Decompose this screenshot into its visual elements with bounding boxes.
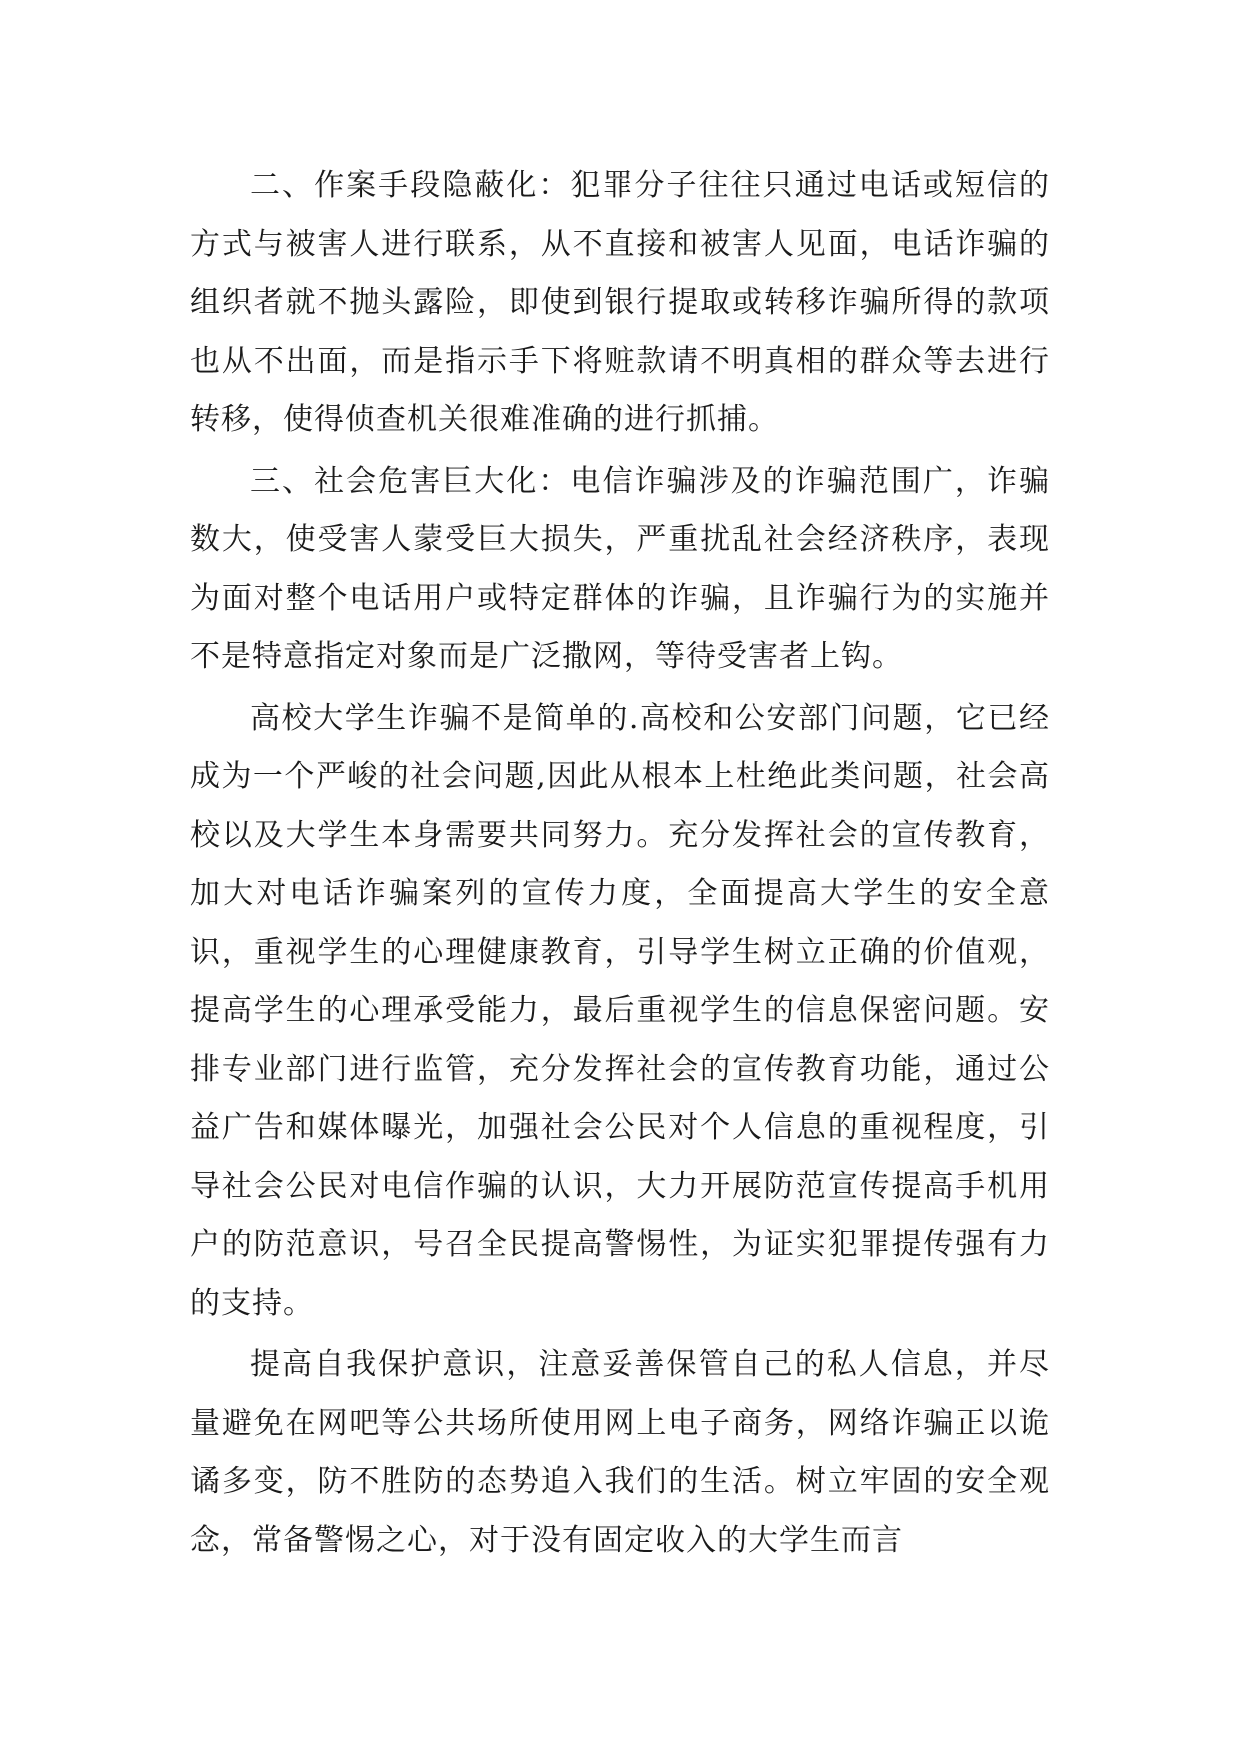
paragraph-social-harm: 三、社会危害巨大化：电信诈骗涉及的诈骗范围广，诈骗数大，使受害人蒙受巨大损失，严重扰乱社会经济秩序，表现为面对整个电话用户或特定群体的诈骗，且诈骗行为的实施并不是特意指定对象而是广泛撒网，等待受害者上钩。: [190, 463, 1050, 674]
paragraph-concealed-methods: 二、作案手段隐蔽化：犯罪分子往往只通过电话或短信的方式与被害人进行联系，从不直接和被害人见面，电话诈骗的组织者就不抛头露险，即使到银行提取或转移诈骗所得的款项也从不出面，而是指示手下将赃款请不明真相的群众等去进行转移，使得侦查机关很难准确的进行抓捕。: [190, 168, 1050, 437]
paragraph-self-protection: 提高自我保护意识，注意妥善保管自己的私人信息，并尽量避免在网吧等公共场所使用网上电子商务，网络诈骗正以诡谲多变，防不胜防的态势追入我们的生活。树立牢固的安全观念，常备警惕之心，对于没有固定收入的大学生而言: [190, 1347, 1050, 1558]
paragraph-prevention-measures: 高校大学生诈骗不是简单的.高校和公安部门问题，它已经成为一个严峻的社会问题,因此从根本上杜绝此类问题，社会高校以及大学生本身需要共同努力。充分发挥社会的宣传教育，加大对电话诈骗案列的宣传力度，全面提高大学生的安全意识，重视学生的心理健康教育，引导学生树立正确的价值观，提高学生的心理承受能力，最后重视学生的信息保密问题。安排专业部门进行监管，充分发挥社会的宣传教育功能，通过公益广告和媒体曝光，加强社会公民对个人信息的重视程度，引导社会公民对电信作骗的认识，大力开展防范宣传提高手机用户的防范意识，号召全民提高警惕性，为证实犯罪提传强有力的支持。: [190, 700, 1050, 1321]
document-body: [190, 157, 1050, 1570]
